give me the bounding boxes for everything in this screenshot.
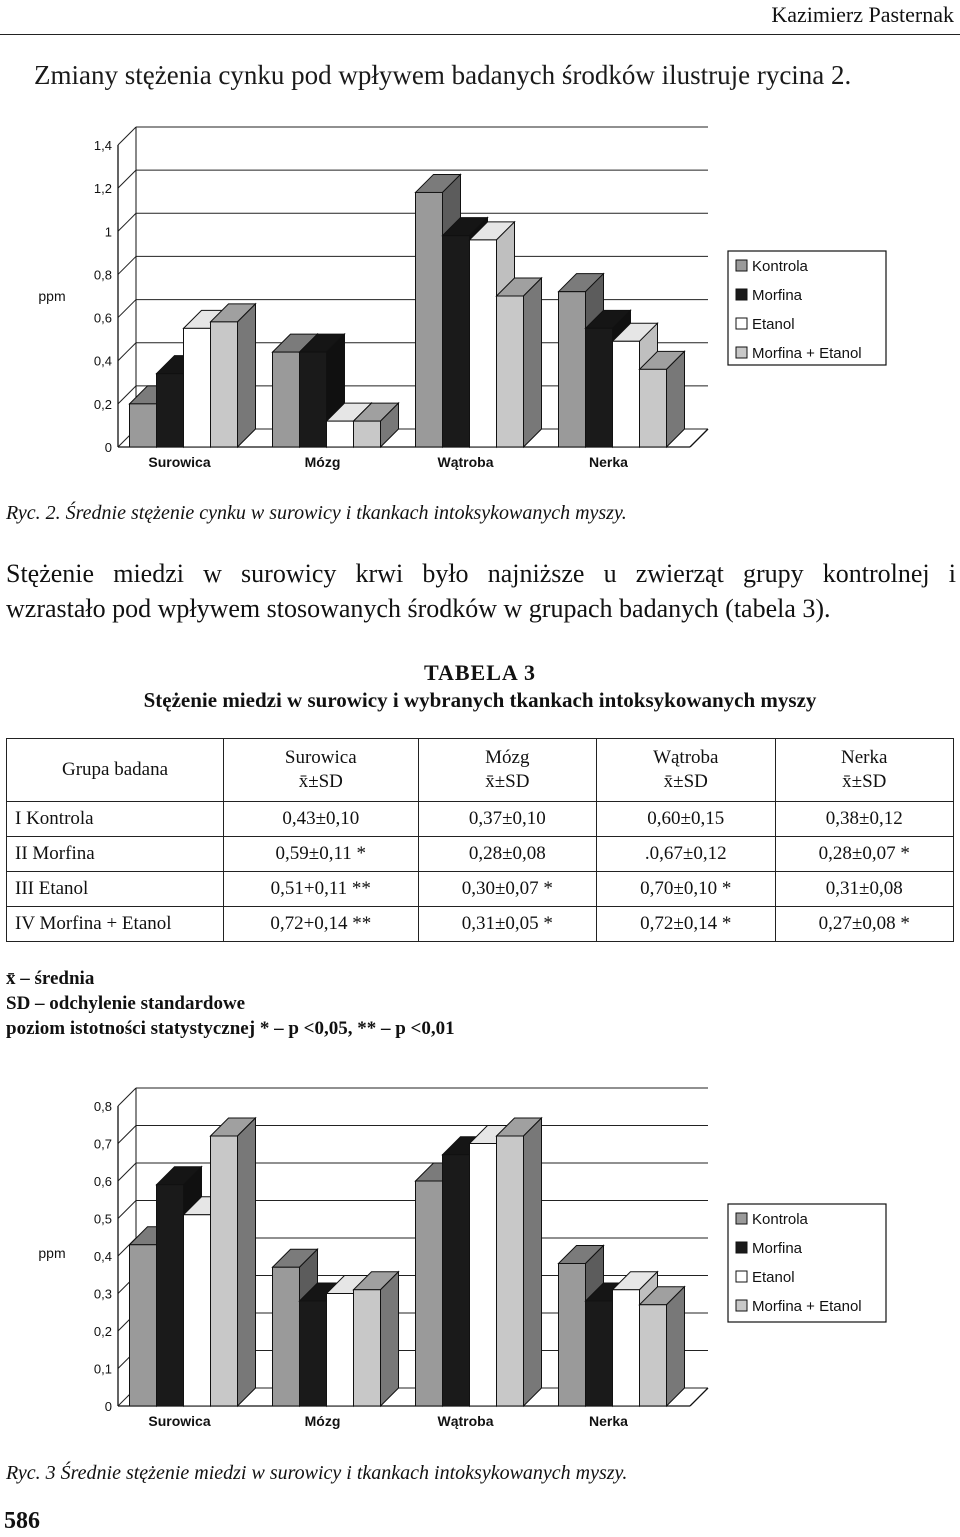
table-title: TABELA 3 [423,660,537,685]
bar [327,1294,354,1407]
col-name: Nerka [841,747,888,768]
gridline-diag [118,1163,136,1181]
copper-chart [0,1080,960,1448]
copper-table [6,738,954,942]
gridline-diag [118,300,136,318]
row-group: III Etanol [7,872,224,907]
y-tick-label: 0,6 [93,310,112,326]
y-tick-label: 0,4 [93,353,112,369]
bar-side [524,1118,542,1406]
bar [416,192,443,447]
y-tick-label: 0,7 [93,1136,112,1152]
y-tick-label: 1 [104,224,112,240]
bar [130,404,157,447]
bar [443,1155,470,1406]
legend-swatch [736,318,747,329]
legend-swatch [736,260,747,271]
y-axis-label: ppm [38,288,66,304]
table-row [7,872,954,907]
intro-text: Zmiany stężenia cynku pod wpływem badanych środków ilustruje rycina 2. [34,60,852,90]
legend-swatch [736,1300,747,1311]
x-tick-label: Wątroba [437,454,494,470]
bar [130,1245,157,1406]
bar [586,1301,613,1406]
bar [184,328,211,447]
table-cell: 0,27±0,08 * [775,907,954,942]
bar-side [667,1287,685,1406]
legend-swatch [736,289,747,300]
bar [559,292,586,447]
paragraph-line-1: Stężenie miedzi w surowicy krwi było najniższe u zwierząt grupy kontrolnej i [6,559,956,588]
y-tick-label: 0,2 [93,1324,112,1339]
y-tick-label: 0,2 [93,396,112,412]
table-cell: 0,30±0,07 * [418,872,596,907]
table-cell: 0,51+0,11 ** [224,872,419,907]
gridline-diag [118,1126,136,1144]
legend-label: Kontrola [752,1211,808,1228]
header-col-3 [775,739,954,802]
bar [184,1215,211,1406]
bar [470,240,497,447]
bar [443,236,470,447]
table-cell: 0,31±0,08 [775,872,954,907]
table-row [7,837,954,872]
table-notes [6,966,455,1041]
x-tick-label: Mózg [304,454,341,470]
bar [354,1290,381,1406]
gridline-diag [118,170,136,188]
bar-side [238,304,256,447]
y-tick-label: 0,3 [93,1286,112,1302]
table-cell: 0,31±0,05 * [418,907,596,942]
x-tick-label: Surowica [148,1413,211,1429]
header-col-2 [597,739,775,802]
row-group: I Kontrola [7,802,224,837]
gridline-diag [118,213,136,231]
note-significance: poziom istotności statystycznej * – p <0,05, ** – p <0,01 [6,1018,455,1039]
header-author: Kazimierz Pasternak [771,2,954,27]
col-stat: x̄±SD [485,771,530,792]
bar [273,352,300,447]
y-axis-label: ppm [38,1245,66,1261]
bar [586,328,613,447]
page-number: 586 [4,1508,40,1534]
y-tick-label: 0,5 [93,1211,112,1227]
x-tick-label: Wątroba [437,1413,494,1429]
note-mean: x̄ – średnia [6,968,95,989]
table-header-row [7,739,954,802]
legend-label: Morfina + Etanol [752,1298,862,1315]
table-cell: 0,72+0,14 ** [224,907,419,942]
zinc-chart [0,125,960,485]
y-tick-label: 0 [104,1399,112,1414]
bar [497,1136,524,1406]
col-stat: x̄±SD [298,771,343,792]
y-tick-label: 0,8 [93,267,112,283]
figure3-caption: Ryc. 3 Średnie stężenie miedzi w surowicy i tkankach intoksykowanych myszy. [6,1462,628,1484]
legend-swatch [736,347,747,358]
paragraph-line-2: wzrastało pod wpływem stosowanych środków w grupach badanych (tabela 3). [6,594,831,623]
bar [327,421,354,447]
table-row [7,802,954,837]
y-tick-label: 0,1 [93,1361,112,1377]
table-cell: 0,37±0,10 [418,802,596,837]
table-row [7,907,954,942]
header-col-1 [418,739,596,802]
bar [300,1301,327,1406]
bar [354,421,381,447]
legend [728,1204,886,1322]
col-stat: x̄±SD [842,771,887,792]
bar [300,352,327,447]
table-cell: 0,72±0,14 * [597,907,775,942]
bar [273,1267,300,1406]
y-tick-label: 0 [104,440,112,455]
legend-label: Morfina [752,1240,803,1257]
x-axis-depth [690,1388,708,1406]
bar [416,1181,443,1406]
y-tick-label: 0,8 [93,1099,112,1114]
x-tick-label: Surowica [148,454,211,470]
y-tick-label: 0,6 [93,1174,112,1189]
header-group: Grupa badana [7,739,224,802]
y-tick-label: 1,4 [93,138,112,153]
y-tick-label: 1,2 [93,181,112,197]
table-cell: 0,60±0,15 [597,802,775,837]
table-cell: 0,28±0,08 [418,837,596,872]
legend-label: Etanol [752,316,795,333]
col-name: Mózg [485,747,530,768]
x-tick-label: Nerka [589,1413,628,1429]
col-name: Surowica [284,747,357,768]
col-stat: x̄±SD [663,771,708,792]
row-group: II Morfina [7,837,224,872]
bar [211,322,238,447]
table-cell: 0,28±0,07 * [775,837,954,872]
bar [613,341,640,447]
header-col-0 [224,739,419,802]
x-tick-label: Nerka [589,454,628,470]
legend [728,251,886,365]
bar-side [238,1118,256,1406]
x-axis-depth [690,429,708,447]
y-tick-label: 0,4 [93,1249,112,1264]
table-cell: 0,43±0,10 [224,802,419,837]
legend-label: Morfina [752,287,803,304]
legend-label: Kontrola [752,258,808,275]
bar [470,1144,497,1407]
note-sd: SD – odchylenie standardowe [6,993,246,1014]
legend-label: Morfina + Etanol [752,345,862,362]
figure2-caption: Ryc. 2. Średnie stężenie cynku w surowicy i tkankach intoksykowanych myszy. [6,502,627,524]
legend-label: Etanol [752,1269,795,1286]
x-tick-label: Mózg [304,1413,341,1429]
table-cell: 0,38±0,12 [775,802,954,837]
gridline-diag [118,343,136,361]
legend-swatch [736,1242,747,1253]
table-cell: .0,67±0,12 [597,837,775,872]
gridline-diag [118,1088,136,1106]
bar [640,1305,667,1406]
legend-swatch [736,1213,747,1224]
legend-swatch [736,1271,747,1282]
table-cell: 0,59±0,11 * [224,837,419,872]
bar [157,374,184,447]
bar-side [524,278,542,447]
table-cell: 0,70±0,10 * [597,872,775,907]
bar [211,1136,238,1406]
header-rule [0,34,960,35]
row-group: IV Morfina + Etanol [7,907,224,942]
bar [497,296,524,447]
table-subtitle: Stężenie miedzi w surowicy i wybranych tkankach intoksykowanych myszy [143,688,817,712]
bar [640,369,667,447]
col-name: Wątroba [653,747,719,768]
gridline-diag [118,256,136,274]
bar [559,1264,586,1407]
bar [157,1185,184,1406]
bar [613,1290,640,1406]
bar-side [381,1272,399,1406]
paragraph [6,556,956,626]
gridline-diag [118,127,136,145]
gridline-diag [118,1201,136,1219]
